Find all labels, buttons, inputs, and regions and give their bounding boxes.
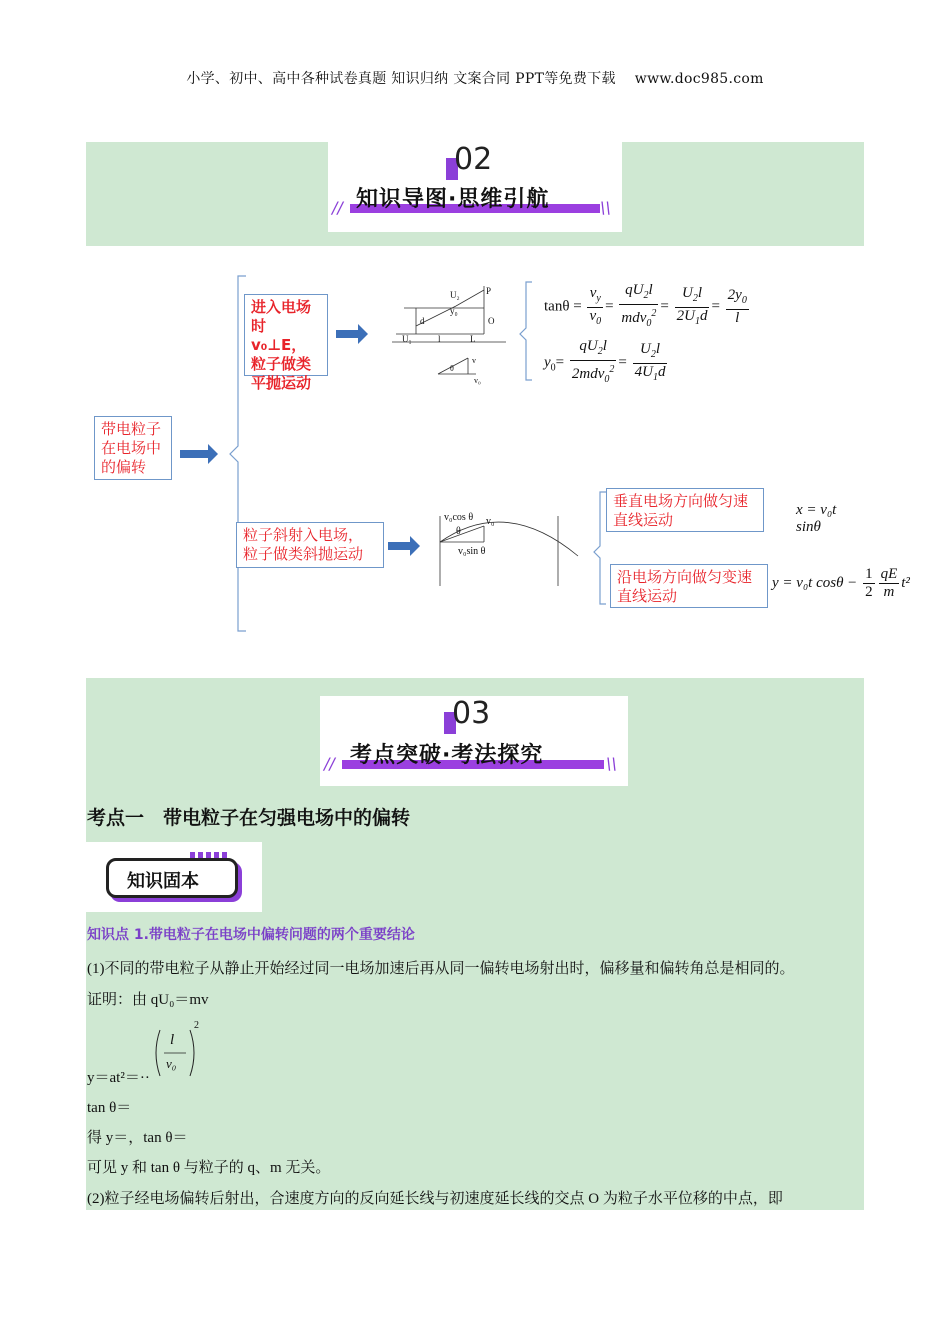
badge-dots-icon — [190, 852, 230, 858]
badge-area — [86, 842, 262, 912]
banner-title: 考点突破·考法探究 — [350, 743, 544, 768]
root-node: 带电粒子在电场中的偏转 — [94, 416, 172, 480]
y-qe-num: qE — [880, 566, 898, 582]
f4-den: l — [735, 310, 740, 326]
y-equation — [772, 566, 910, 601]
fig1-l-label: l — [438, 334, 441, 344]
banner-title: 知识导图·思维引航 — [356, 187, 550, 212]
slash-left-icon: // — [332, 198, 343, 217]
y-qe-den: m — [883, 584, 895, 600]
x-equation: x = v₀t sinθ — [796, 502, 837, 535]
fig1-d-label: d — [420, 316, 425, 326]
paren-fraction — [152, 1020, 200, 1082]
f2-num-l: l — [648, 282, 653, 298]
g2-den-sub: 1 — [652, 371, 658, 383]
y-eq-a: y = v₀t cosθ − — [772, 574, 858, 591]
fig1-u2-label: U₂ — [450, 290, 460, 300]
g2-num-sub: 2 — [650, 348, 656, 360]
f2-num: qU — [625, 282, 644, 298]
f1-den-sub: 0 — [596, 315, 602, 327]
f3-den: 2U — [676, 307, 695, 324]
f2-num-sub: 2 — [643, 290, 649, 301]
slash-right-icon: \\ — [606, 754, 617, 773]
y-t-term: t² — [901, 574, 910, 591]
g2-den: 4U — [634, 363, 653, 380]
banner-02 — [328, 142, 622, 232]
g1-num-l: l — [602, 338, 607, 354]
g1-den-sup: 2 — [609, 364, 615, 375]
badge — [106, 858, 238, 898]
fig1-u1-label: U₁ — [402, 334, 412, 344]
fig2-bottom-label: v₀sin θ — [458, 546, 486, 557]
fig1-L-label: L — [470, 334, 476, 344]
f4-num: 2y — [727, 287, 742, 303]
g1-num: qU — [579, 338, 598, 354]
y0-formula: $y_0=$ $\frac{qU_2l}{2mdv_0^2}$ = $\frac{U_2l}{4U_1d}$ — [544, 338, 666, 385]
body-line-4: tan θ＝ — [87, 1100, 132, 1116]
f1-num-sub: y — [596, 292, 601, 304]
paren-exp: 2 — [194, 1020, 199, 1031]
y0-lhs: y — [544, 354, 551, 371]
paren-num: l — [170, 1032, 175, 1048]
sub2-node: 沿电场方向做匀变速直线运动 — [610, 564, 768, 608]
tan-lhs: tanθ = — [544, 298, 582, 315]
y0-lhs-sub: 0 — [550, 362, 556, 374]
y-half-num: 1 — [865, 566, 873, 582]
body-line-7: (2)粒子经电场偏转后射出，合速度方向的反向延长线与初速度延长线的交点 O 为粒子水平位移的中点，即 — [87, 1191, 783, 1207]
slash-right-icon: \\ — [600, 198, 611, 217]
body-line-5: 得 y＝，tan θ＝ — [87, 1130, 188, 1146]
slash-left-icon: // — [324, 754, 335, 773]
f2-den-sup: 2 — [651, 308, 657, 319]
mindmap — [86, 246, 910, 678]
f4-num-sub: 0 — [741, 295, 747, 306]
fig1-vy-label: v — [472, 356, 476, 365]
g1-den-sub: 0 — [604, 374, 610, 385]
g1-num-sub: 2 — [597, 346, 603, 357]
fig1-o-label: O — [488, 316, 495, 326]
body-line-3: y＝at²＝·· — [87, 1070, 150, 1086]
f3-num-l: l — [697, 284, 703, 301]
f1-num: v — [589, 284, 597, 301]
banner-number: 02 — [454, 142, 493, 177]
g2-num: U — [640, 340, 651, 357]
g1-den: 2mdv — [571, 366, 605, 382]
f3-num-sub: 2 — [692, 292, 698, 304]
f3-den-d: d — [699, 307, 708, 324]
fig2-v0-label: v₀ — [486, 516, 495, 527]
tan-theta-formula: tanθ = $\frac{v_y}{v_0}$ = $\frac{qU_2l}{mdv_0^2}$ = $\frac{U_2l}{2U_1d}$ = $\frac{2y_0}{l}$ — [544, 282, 747, 329]
f3-den-sub: 1 — [694, 315, 700, 327]
branch2-node: 粒子斜射入电场，粒子做类斜抛运动 — [236, 522, 384, 568]
page-header: 小学、初中、高中各种试卷真题 知识归纳 文案合同 PPT等免费下载 www.doc985.com — [186, 71, 764, 87]
body-line-2: 证明：由 qU₀＝mv — [87, 992, 209, 1008]
banner-03 — [320, 696, 628, 786]
y-half-den: 2 — [865, 584, 873, 600]
fig1-v0-label: v₀ — [474, 376, 481, 385]
badge-text: 知识固本 — [127, 871, 199, 892]
section-title: 考点一 带电粒子在匀强电场中的偏转 — [87, 807, 411, 829]
g2-den-d: d — [657, 363, 666, 380]
paren-icon — [152, 1024, 200, 1082]
g2-num-l: l — [655, 340, 661, 357]
deflection-diagram — [392, 286, 506, 374]
f2-den: mdv — [621, 310, 647, 326]
fig1-y0-label: y₀ — [450, 306, 458, 316]
branch1-node: 进入电场时v₀⊥E，粒子做类平抛运动 — [244, 294, 328, 376]
fig2-theta-label: θ — [456, 526, 461, 537]
fig1-p-label: P — [486, 286, 492, 296]
sub1-node: 垂直电场方向做匀速直线运动 — [606, 488, 764, 532]
body-line-1: (1)不同的带电粒子从静止开始经过同一电场加速后再从同一偏转电场射出时，偏移量和偏转角总是相同的。 — [87, 961, 795, 977]
f3-num: U — [682, 284, 693, 301]
fig2-top-label: v₀cos θ — [444, 512, 474, 523]
banner-number: 03 — [452, 696, 491, 731]
knowledge-point-title: 知识点 1.带电粒子在电场中偏转问题的两个重要结论 — [87, 927, 415, 943]
fig1-theta-label: θ — [450, 364, 454, 373]
paren-den: v₀ — [166, 1056, 177, 1071]
body-line-6: 可见 y 和 tan θ 与粒子的 q、m 无关。 — [87, 1160, 331, 1176]
f2-den-sub: 0 — [646, 318, 652, 329]
f1-den: v — [589, 307, 597, 324]
